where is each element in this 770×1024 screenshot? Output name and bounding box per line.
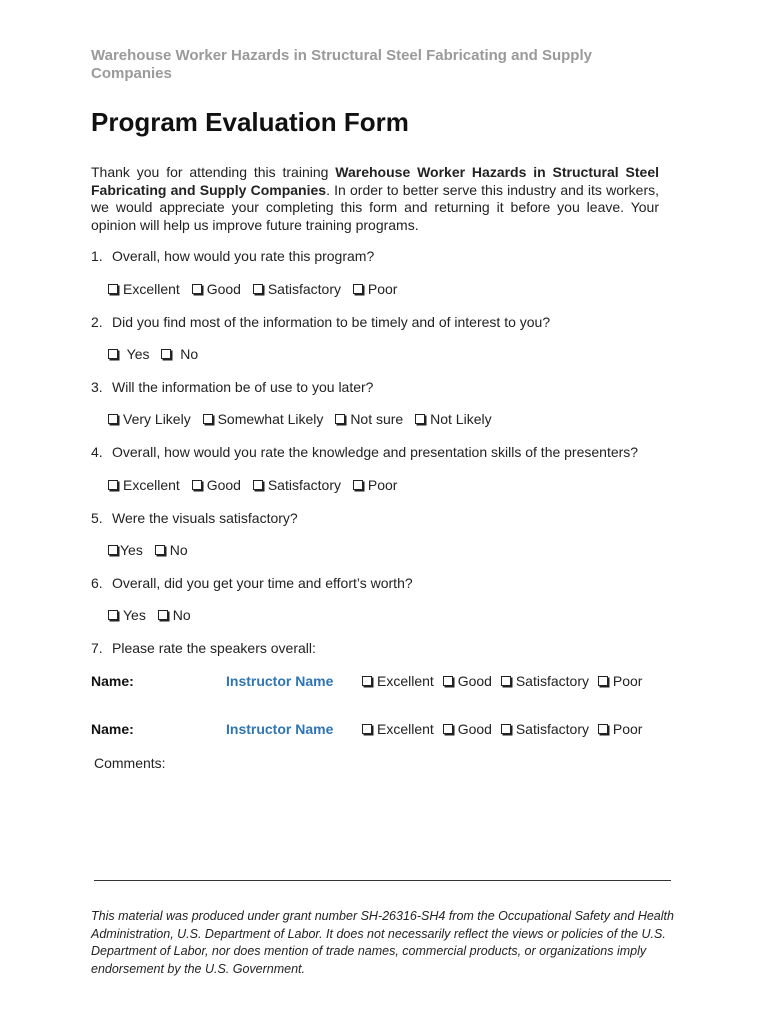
option-label: Yes [120,542,143,558]
checkbox-icon[interactable] [501,724,511,734]
speaker-2-rating-options [362,721,647,737]
speaker-1-name-label: Name: [91,673,134,689]
checkbox-icon[interactable] [108,610,118,620]
option-not-likely[interactable] [415,411,491,428]
option-poor[interactable] [353,281,398,298]
question-text: Please rate the speakers overall: [112,640,316,656]
option-excellent[interactable] [362,673,434,689]
checkbox-icon[interactable] [108,284,118,294]
intro-paragraph [91,164,659,234]
option-poor[interactable] [598,721,643,737]
option-good[interactable] [443,673,492,689]
option-label: Satisfactory [267,281,341,297]
comments-label: Comments: [94,755,166,771]
question-3-options [108,411,500,428]
question-text: Did you find most of the information to be timely and of interest to you? [112,314,551,330]
question-5-options [108,542,196,559]
question-5 [91,510,298,527]
question-1 [91,248,374,265]
option-label: No [172,607,191,623]
question-number: 3. [91,379,103,395]
footer-divider [94,880,671,881]
page-title: Program Evaluation Form [91,107,409,137]
question-number: 7. [91,640,103,656]
checkbox-icon[interactable] [501,676,511,686]
speaker-1-instructor-name[interactable]: Instructor Name [226,673,334,689]
document-header-title: Warehouse Worker Hazards in Structural Steel Fabricating and Supply Companies [91,47,592,82]
option-label: Somewhat Likely [217,411,324,427]
question-text: Overall, how would you rate this program? [112,248,375,264]
question-2-options [108,346,206,363]
question-2 [91,314,550,331]
checkbox-icon[interactable] [203,414,213,424]
footer-disclaimer: This material was produced under grant number SH-26316-SH4 from the Occupational Safety and Health Administration, U.S. Department of Labor. It does not necessarily reflect the views or policies of the U.S. Department of Labor, nor does mention of trade names, commercial products, or organizations imply endorsement by the U.S. Government. [91,909,674,976]
option-label: Satisfactory [515,721,589,737]
question-text: Were the visuals satisfactory? [112,510,298,526]
option-poor[interactable] [353,477,398,494]
option-no[interactable] [158,607,191,624]
option-label: Satisfactory [267,477,341,493]
question-number: 4. [91,444,103,460]
option-excellent[interactable] [108,281,180,298]
option-label: Satisfactory [515,673,589,689]
checkbox-icon[interactable] [415,414,425,424]
option-good[interactable] [443,721,492,737]
question-text: Overall, did you get your time and effort’s worth? [112,575,413,591]
option-label: Not sure [350,411,404,427]
question-text: Will the information be of use to you later? [112,379,374,395]
option-label: Yes [123,607,146,623]
option-label: Good [457,721,492,737]
option-not-sure[interactable] [335,411,403,428]
checkbox-icon[interactable] [353,284,363,294]
option-label: Good [206,281,241,297]
checkbox-icon[interactable] [443,724,453,734]
option-no[interactable] [161,346,198,363]
checkbox-icon[interactable] [362,724,372,734]
checkbox-icon[interactable] [192,480,202,490]
option-label: Excellent [123,281,180,297]
option-good[interactable] [192,477,241,494]
question-4 [91,444,638,461]
option-excellent[interactable] [108,477,180,494]
checkbox-icon[interactable] [253,284,263,294]
question-6 [91,575,413,592]
option-label: Yes [126,346,150,362]
option-very-likely[interactable] [108,411,191,428]
option-label: Good [457,673,492,689]
option-label: Poor [612,721,643,737]
question-6-options [108,607,199,624]
option-satisfactory[interactable] [253,477,341,494]
option-excellent[interactable] [362,721,434,737]
checkbox-icon[interactable] [598,724,608,734]
option-satisfactory[interactable] [501,721,589,737]
question-text: Overall, how would you rate the knowledge and presentation skills of the presenters? [112,444,639,460]
checkbox-icon[interactable] [161,349,171,359]
intro-text-start: Thank you for attending this training [91,164,336,180]
option-yes[interactable] [108,607,146,624]
checkbox-icon[interactable] [108,349,118,359]
checkbox-icon[interactable] [158,610,168,620]
checkbox-icon[interactable] [253,480,263,490]
question-number: 5. [91,510,103,526]
option-label: Not Likely [430,411,492,427]
question-number: 6. [91,575,103,591]
option-yes[interactable] [108,346,149,363]
option-somewhat-likely[interactable] [203,411,324,428]
option-poor[interactable] [598,673,643,689]
option-label: Poor [367,281,398,297]
checkbox-icon[interactable] [192,284,202,294]
checkbox-icon[interactable] [335,414,345,424]
option-label: No [169,542,188,558]
speaker-2-name-label: Name: [91,721,134,737]
intro-training-name: Warehouse Worker Hazards in Structural Steel Fabricating and Supply Companies [91,164,659,198]
option-label: Excellent [377,721,434,737]
option-satisfactory[interactable] [253,281,341,298]
option-label: No [180,346,199,362]
question-4-options [108,477,405,494]
question-7 [91,640,316,657]
checkbox-icon[interactable] [108,414,118,424]
checkbox-icon[interactable] [155,545,165,555]
checkbox-icon[interactable] [108,545,118,555]
speaker-2-instructor-name[interactable]: Instructor Name [226,721,334,737]
checkbox-icon[interactable] [362,676,372,686]
checkbox-icon[interactable] [443,676,453,686]
option-label: Excellent [123,477,180,493]
speaker-1-rating-options [362,673,647,689]
question-1-options [108,281,405,298]
checkbox-icon[interactable] [108,480,118,490]
checkbox-icon[interactable] [598,676,608,686]
option-satisfactory[interactable] [501,673,589,689]
option-no[interactable] [155,542,188,559]
checkbox-icon[interactable] [353,480,363,490]
question-3 [91,379,373,396]
option-good[interactable] [192,281,241,298]
option-label: Very Likely [123,411,191,427]
option-label: Excellent [377,673,434,689]
option-label: Poor [367,477,398,493]
option-yes[interactable] [108,542,143,559]
question-number: 1. [91,248,103,264]
option-label: Poor [612,673,643,689]
option-label: Good [206,477,241,493]
intro-text-end: . In order to better serve this industry and its workers, we would appreciate your completing this form and returning it before you leave. Your opinion will help us improve future training programs. [91,181,659,233]
question-number: 2. [91,314,103,330]
